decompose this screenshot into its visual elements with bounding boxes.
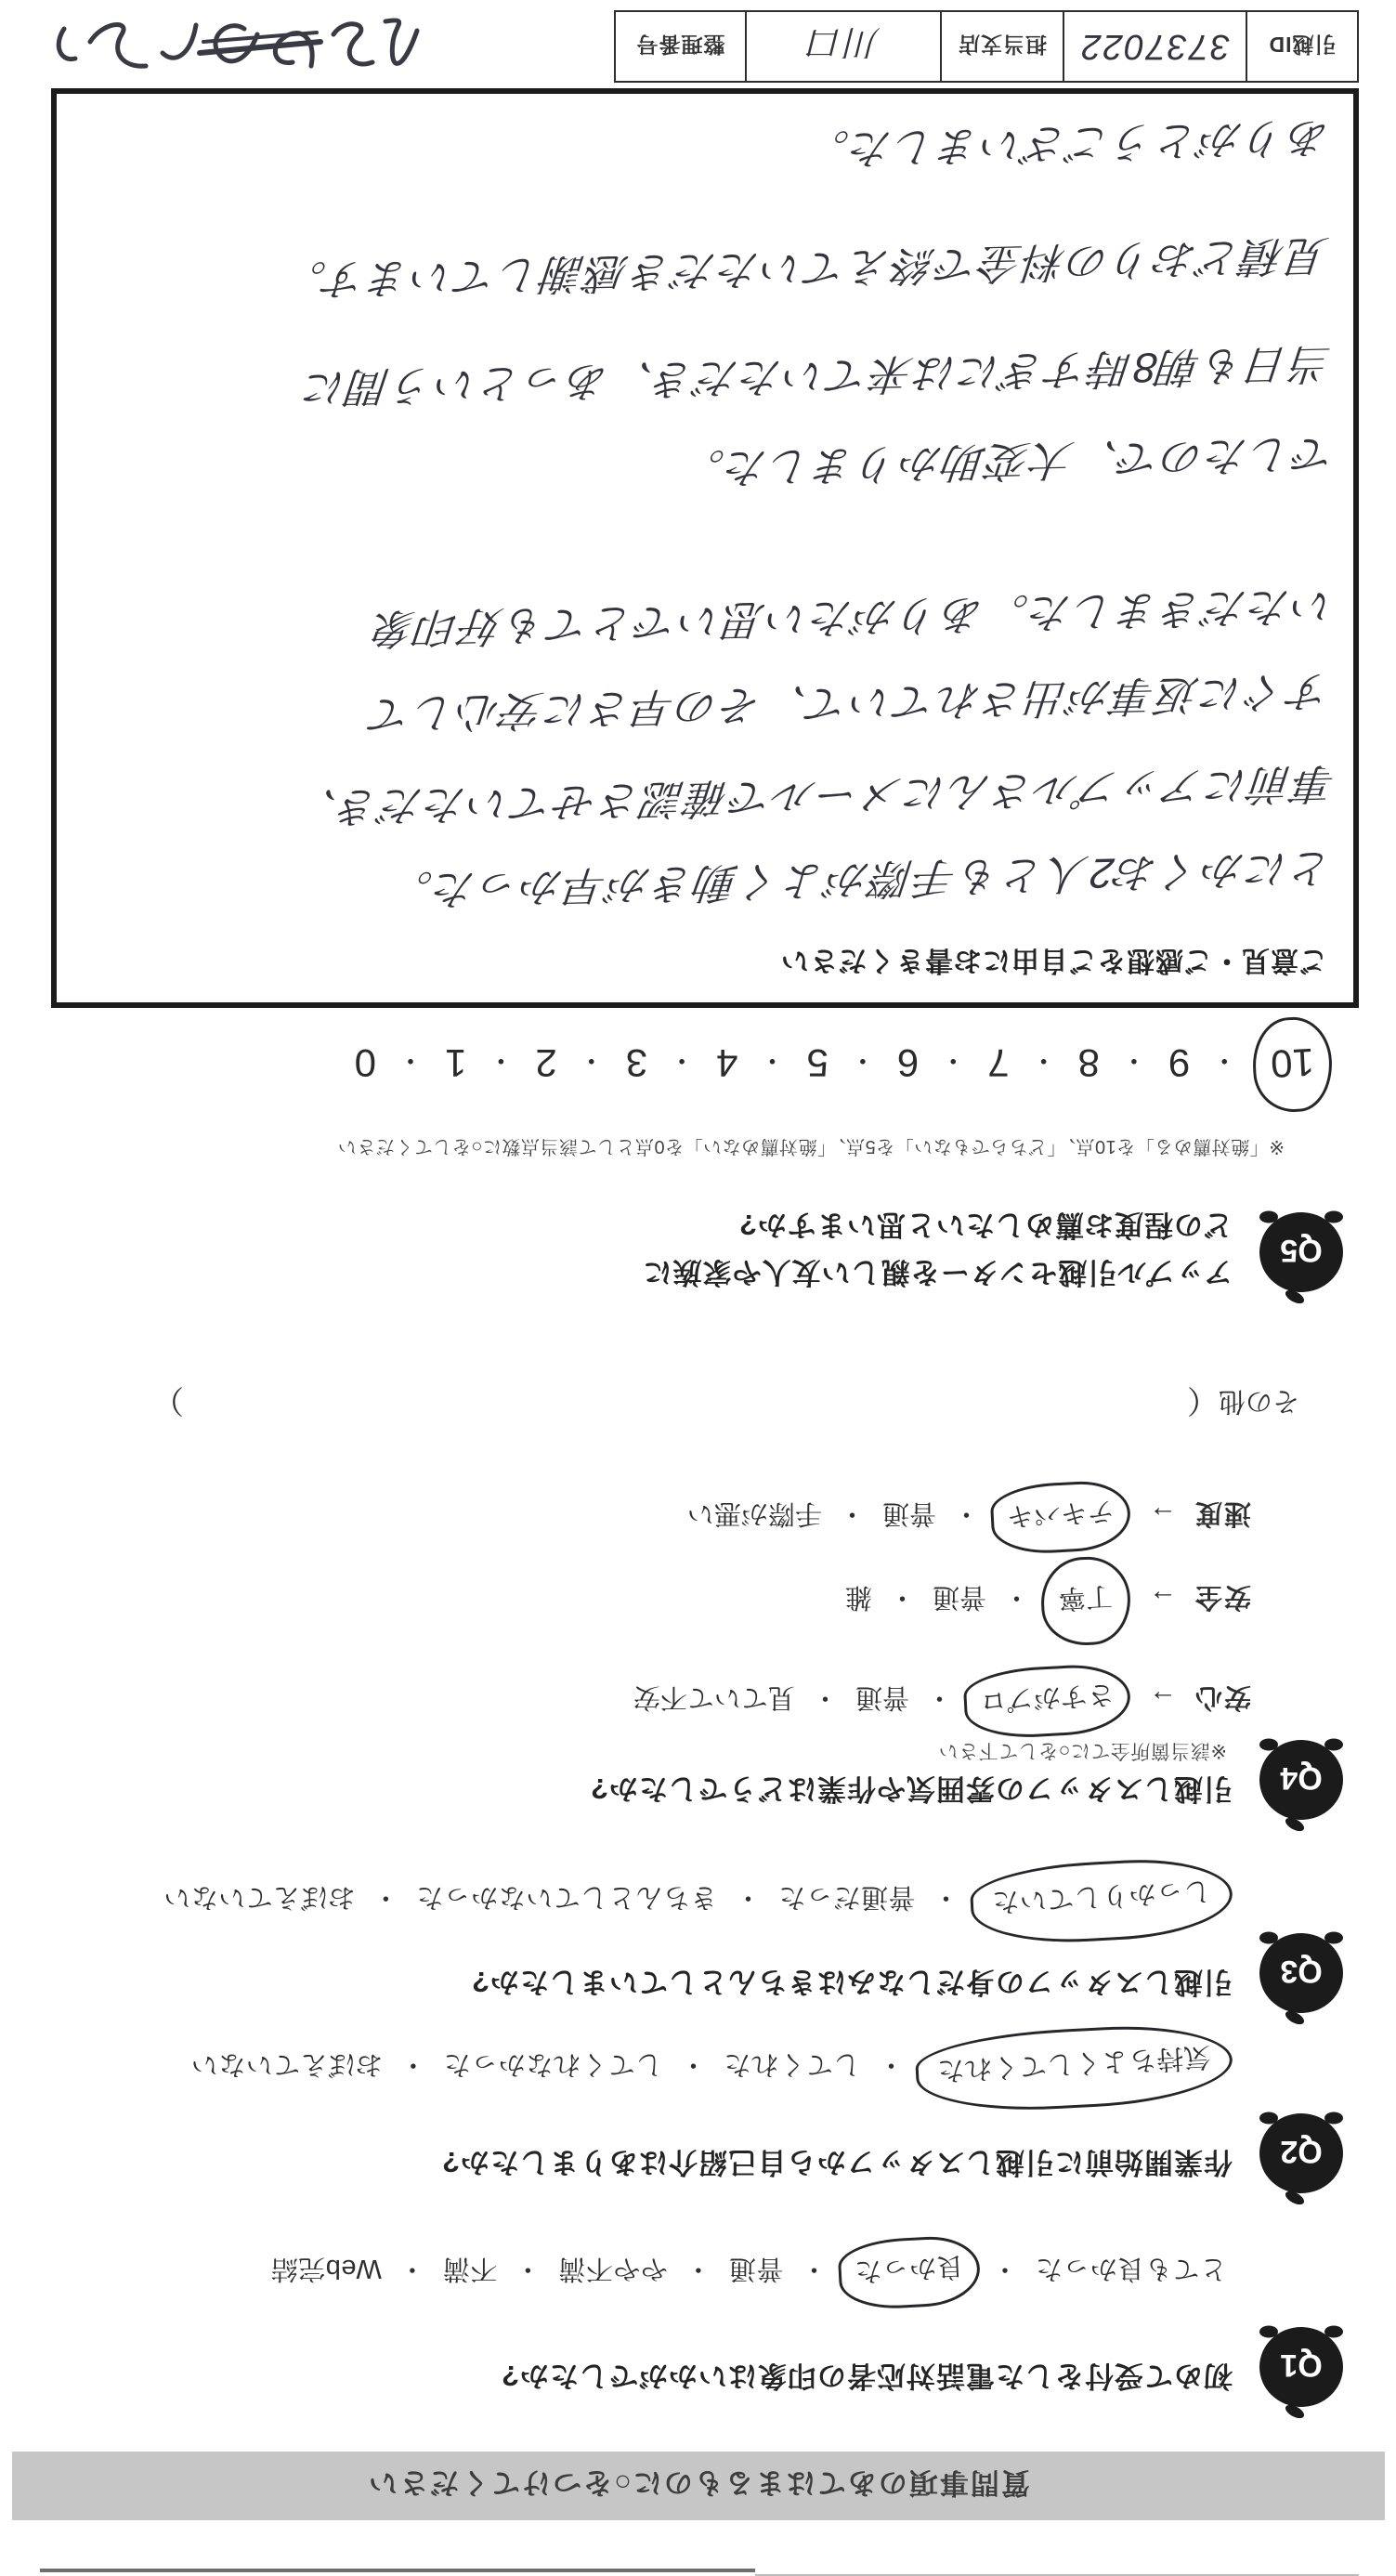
header-instruction-bar: [12, 2452, 1385, 2520]
arrow-icon: →: [1148, 1684, 1177, 1716]
scale-number: 3: [625, 1041, 648, 1085]
q5-balloon-icon: [1255, 1209, 1348, 1305]
option-separator: ・: [514, 2254, 541, 2283]
q4-note: ※該当箇所全てに○をして下さい: [938, 1740, 1227, 1761]
option-separator: ・: [877, 2049, 905, 2079]
q1-balloon-icon: [1255, 2323, 1348, 2420]
arrow-icon: →: [1148, 1584, 1177, 1615]
q4-row3-selected-circle: [989, 1479, 1132, 1556]
move-id-label-cell: 引越ID: [1247, 10, 1359, 83]
open-paren: （: [1186, 1382, 1219, 1418]
q2-option: 気持ちよくしてくれた: [936, 2041, 1212, 2086]
q1-options-row: [270, 2249, 1227, 2293]
q3-label: Q3: [1280, 1954, 1323, 1989]
q4-row-option: 普通: [932, 1582, 986, 1612]
question-block-q3: [471, 1929, 1348, 2026]
q2-balloon-icon: [1255, 2110, 1348, 2206]
q3-balloon-icon: [1255, 1929, 1348, 2026]
option-separator: ・: [932, 1882, 959, 1912]
scan-edge-artifact: [40, 2569, 755, 2572]
q3-option: 普通だった: [777, 1882, 916, 1912]
handwritten-line: でしたので、大変助かりました。: [678, 429, 1338, 493]
option-separator: ・: [684, 2254, 712, 2283]
header-instruction-text: 質問事項のあてはまるものに○をつけてください: [367, 2466, 1030, 2500]
q4-row-sokudo: [687, 1494, 1251, 1537]
scale-separator: ・: [848, 1044, 877, 1075]
scale-number: 0: [354, 1041, 377, 1085]
scale-number: 9: [1168, 1041, 1191, 1085]
option-separator: ・: [398, 2049, 427, 2079]
scale-number: 1: [445, 1041, 467, 1085]
q4-row-option: 普通: [881, 1498, 936, 1528]
q4-row2-selected-circle: [1039, 1555, 1133, 1648]
scale-separator: ・: [487, 1044, 515, 1075]
scale-number: 2: [535, 1041, 557, 1085]
handwritten-line: 事前にアップルさんにメールで確認させていただき、: [291, 759, 1338, 832]
handwritten-line: ありがとうございました。: [802, 113, 1333, 174]
arrow-icon: →: [1148, 1500, 1177, 1532]
q2-option: してくれなかった: [443, 2049, 663, 2079]
q1-option: 普通: [728, 2254, 784, 2283]
scale-number: 6: [896, 1041, 920, 1085]
option-separator: ・: [925, 1682, 953, 1712]
q4-balloon-icon: [1255, 1736, 1348, 1833]
q3-option: しっかりしていた: [991, 1875, 1212, 1917]
scale-number: 5: [806, 1041, 828, 1085]
q5-selected-score-circle: [1251, 1015, 1335, 1114]
move-id-value: 3737022: [1064, 10, 1247, 83]
q5-label: Q5: [1280, 1233, 1323, 1268]
q2-option: してくれた: [723, 2049, 861, 2079]
q4-row-label: 安全: [1193, 1582, 1251, 1612]
q4-row-option: さすがプロ: [978, 1679, 1115, 1716]
scale-separator: ・: [397, 1044, 425, 1075]
handwritten-names-scribble: [40, 1, 430, 90]
handwritten-line: いただきました。ありがたい思いでとても好印象: [370, 582, 1337, 653]
q4-row-anzen: [845, 1568, 1251, 1630]
scale-number: 10: [1270, 1040, 1316, 1087]
scale-separator: ・: [1210, 1044, 1239, 1075]
q4-row-anshin: [633, 1678, 1251, 1721]
handwritten-line: すぐに返事が出されていて、その早さに安心して: [366, 667, 1333, 739]
option-separator: ・: [888, 1582, 916, 1612]
q5-question-line2: どの程度お薦めしたいと思いますか?: [738, 1209, 1233, 1241]
scale-number: 8: [1077, 1041, 1100, 1085]
q5-note: ※「絶対薦める」を10点、「どちらでもない」を5点、「絶対薦めない」を0点として該当点数に○をしてください: [337, 1136, 1285, 1157]
q2-selected-option-circle: [914, 2020, 1234, 2116]
q2-question-text: 作業開始前に引越しスタッフから自己紹介はありましたか?: [441, 2146, 1233, 2178]
handwritten-line: 見積どおりの料金で終えていただき感謝しています。: [280, 231, 1331, 305]
q4-question-text: 引越しスタッフの雰囲気や作業はどうでしたか?: [590, 1772, 1233, 1805]
q4-other-label: その他: [1218, 1386, 1299, 1416]
option-separator: ・: [952, 1498, 980, 1528]
scale-separator: ・: [668, 1044, 697, 1075]
option-separator: ・: [398, 2254, 426, 2283]
option-separator: ・: [734, 1882, 762, 1912]
q4-row-option: 丁寧: [1057, 1580, 1114, 1614]
close-paren: ）: [151, 1382, 184, 1418]
scale-number: 7: [987, 1041, 1010, 1085]
scale-separator: ・: [939, 1044, 968, 1075]
scale-separator: ・: [1029, 1044, 1058, 1075]
q4-row-option: テキパキ: [1005, 1495, 1115, 1532]
option-separator: ・: [990, 2254, 1019, 2283]
q5-question-line1: アップル引越センターを親しい友人や家族に: [642, 1256, 1233, 1288]
q1-option: とても良かった: [1035, 2254, 1227, 2283]
q4-row-option: 手際が悪い: [686, 1498, 822, 1528]
q4-row-label: 速度: [1193, 1498, 1251, 1528]
branch-value: 川口: [747, 10, 942, 83]
comment-box-label: ご意見・ご感想をご自由にお書きください: [780, 945, 1327, 975]
q2-option: おぼえていない: [190, 2049, 383, 2079]
q3-question-text: 引越しスタッフの身だしなみはきちんとしていましたか?: [471, 1966, 1233, 1998]
q1-option: 良かった: [853, 2250, 965, 2287]
option-separator: ・: [800, 2254, 828, 2283]
q3-options-row: [163, 1873, 1227, 1926]
q1-option: やや不満: [557, 2254, 668, 2283]
q3-option: きちんとしていなかった: [415, 1882, 718, 1912]
handwritten-line: とにかくお2人とも手際がよく動きが早かった。: [386, 843, 1335, 915]
q4-row-option: 普通: [855, 1682, 909, 1712]
branch-label-cell: 担当支店: [942, 10, 1064, 83]
option-separator: ・: [838, 1498, 866, 1528]
q1-label: Q1: [1280, 2347, 1323, 2383]
scale-separator: ・: [577, 1044, 606, 1075]
scale-separator: ・: [1119, 1044, 1148, 1075]
handwritten-line: 当日も朝8時すぎには来ていただき、あっという間に: [301, 339, 1335, 412]
scale-number: 4: [716, 1041, 738, 1085]
option-separator: ・: [811, 1682, 839, 1712]
q1-option: 不満: [442, 2254, 498, 2283]
ref-number-label-cell: 整理番号: [614, 10, 747, 83]
ref-number-value: [437, 10, 623, 83]
q1-question-text: 初めて受付をした電話対応者の印象はいかがでしたか?: [501, 2360, 1233, 2392]
option-separator: ・: [1002, 1582, 1030, 1612]
q4-row1-selected-circle: [962, 1662, 1132, 1740]
q5-rating-scale: [355, 1028, 1326, 1097]
option-separator: ・: [679, 2049, 707, 2079]
q4-other-row: [152, 1380, 1299, 1426]
q2-options-row: [190, 2040, 1227, 2093]
q2-label: Q2: [1280, 2134, 1323, 2169]
q4-row-option: 雑: [844, 1582, 872, 1612]
q4-label: Q4: [1280, 1760, 1323, 1796]
q4-row-label: 安心: [1193, 1682, 1251, 1712]
question-block-q1: [501, 2323, 1348, 2420]
footer-id-table: [614, 10, 1359, 83]
q1-selected-option-circle: [837, 2234, 982, 2311]
question-block-q5: [643, 1207, 1348, 1305]
scale-separator: ・: [758, 1044, 787, 1075]
q1-option: Web完結: [270, 2254, 382, 2283]
q4-row-option: 見ていて不安: [633, 1682, 795, 1712]
question-block-q2: [441, 2110, 1348, 2206]
option-separator: ・: [372, 1882, 399, 1912]
q3-option: おぼえていない: [163, 1882, 356, 1912]
